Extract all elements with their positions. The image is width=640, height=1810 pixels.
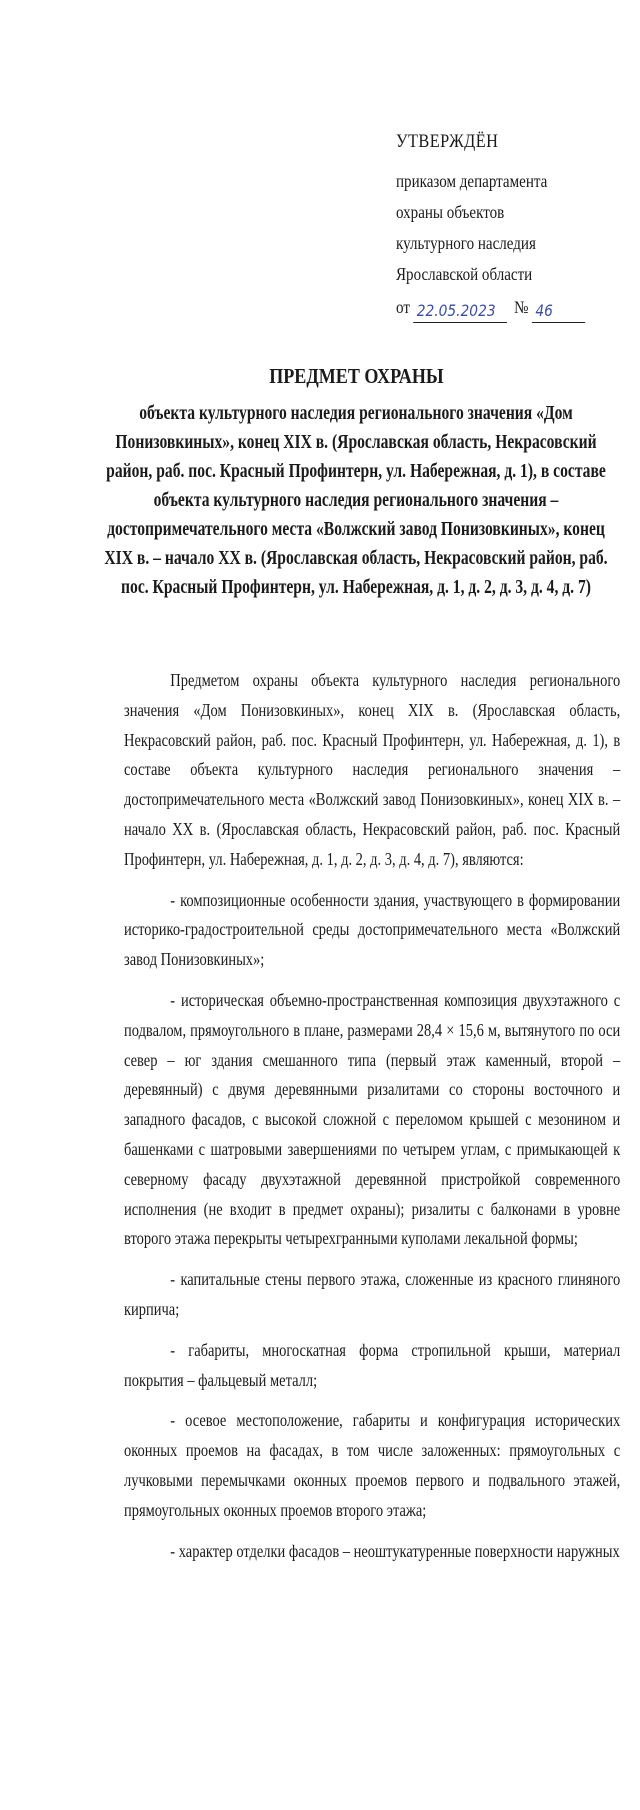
body-paragraph: - осевое местоположение, габариты и конфигурация исторических оконных проемов на фасадах, в том числе заложенных: прямоугольных с лучковыми перемычками оконных проемов первого и подвального этажей, прямоугольных оконных проемов второго этажа; bbox=[124, 1410, 621, 1520]
body-paragraph: - габариты, многоскатная форма стропильной крыши, материал покрытия – фальцевый металл; bbox=[124, 1339, 621, 1390]
body-paragraph: - капитальные стены первого этажа, сложенные из красного глиняного кирпича; bbox=[124, 1269, 621, 1319]
body-paragraph: - композиционные особенности здания, участвующего в формировании историко-градостроительной среды достопримечательного места «Волжский завод Понизовкиных»; bbox=[124, 889, 621, 970]
body-paragraph: - характер отделки фасадов – неоштукатуренные поверхности наружных bbox=[170, 1540, 620, 1561]
approval-line: Ярославской области bbox=[396, 264, 533, 284]
date-prefix: от bbox=[396, 297, 410, 317]
approval-line: культурного наследия bbox=[396, 233, 536, 253]
approval-date-number bbox=[396, 292, 585, 323]
approval-title: УТВЕРЖДЁН bbox=[396, 131, 499, 152]
heading-subtitle: объекта культурного наследия регионального значения «Дом Понизовкиных», конец XIX в. (Ярославская область, Некрасовский район, раб. пос. Красный Профинтерн, ул. Набережная, д. 1), в составе объекта культурного наследия регионального значения – достопримечательного места «Волжский завод Понизовкиных», конец XIX в. – начало XX в. (Ярославская область, Некрасовский район, раб. пос. Красный Профинтерн, ул. Набережная, д. 1, д. 2, д. 3, д. 4, д. 7) bbox=[104, 403, 608, 598]
handwritten-date: 22.05.2023 bbox=[413, 300, 507, 323]
body-paragraph: Предметом охраны объекта культурного наследия регионального значения «Дом Понизовкиных», конец XIX в. (Ярославская область, Некрасовский район, раб. пос. Красный Профинтерн, ул. Набережная, д. 1), в составе объекта культурного наследия регионального значения – достопримечательного места «Волжский завод Понизовкиных», конец XIX в. – начало XX в. (Ярославская область, Некрасовский район, раб. пос. Красный Профинтерн, ул. Набережная, д. 1, д. 2, д. 3, д. 4, д. 7), являются: bbox=[124, 670, 621, 869]
approval-line: охраны объектов bbox=[396, 202, 505, 222]
body-paragraph: - историческая объемно-пространственная композиция двухэтажного с подвалом, прямоугольного в плане, размерами 28,4 × 15,6 м, вытянутого по оси север – юг здания смешанного типа (первый этаж каменный, второй – деревянный) с двумя деревянными ризалитами со стороны восточного и западного фасадов, с высокой сложной с переломом крышей с мезонином и башенками с шатровыми завершениями по четырем углам, с примыкающей к северному фасаду двухэтажной деревянной пристройкой современного исполнения (не входит в предмет охраны); ризалиты с балконами в уровне второго этажа перекрыты четырехгранными куполами лекальной формы; bbox=[124, 989, 621, 1249]
document-body bbox=[124, 666, 620, 1577]
approval-line: приказом департамента bbox=[396, 171, 548, 191]
heading-title: ПРЕДМЕТ ОХРАНЫ bbox=[268, 364, 444, 388]
number-prefix: № bbox=[514, 297, 529, 317]
document-heading bbox=[96, 362, 616, 602]
approval-block bbox=[396, 126, 585, 323]
handwritten-number: 46 bbox=[532, 300, 585, 323]
